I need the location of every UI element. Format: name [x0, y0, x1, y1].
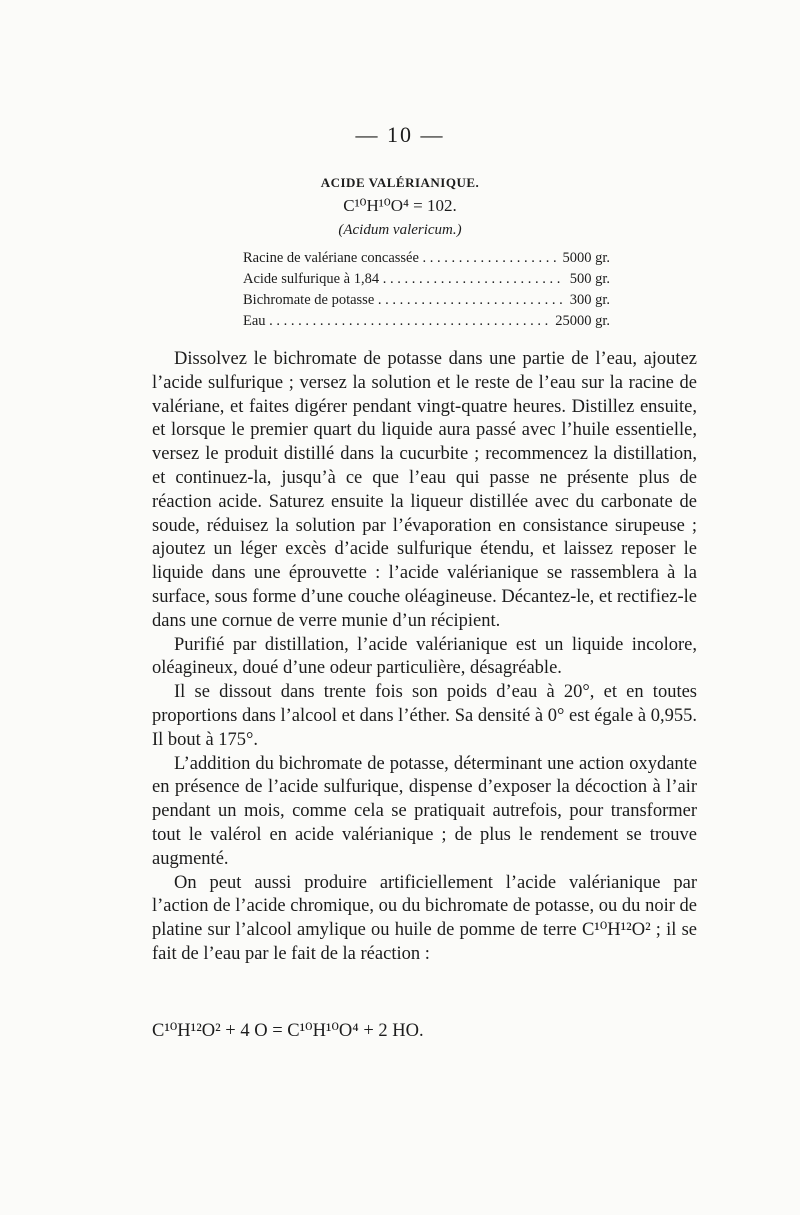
- recipe-quantity: 25000 gr.: [555, 313, 610, 329]
- paragraph-artificial: On peut aussi produire artificiellement l’acide valérianique par l’action de l’acide chromique, ou du bichromate de potasse, ou du noir de platine sur l’alcool amylique ou huile de pomme de terre C¹⁰H¹²O² ; il se fait de l’eau par le fait de la réaction :: [152, 872, 697, 964]
- recipe-ingredient: Acide sulfurique à 1,84 . . .: [243, 269, 564, 290]
- recipe-row: [243, 311, 610, 332]
- recipe-quantity: 5000 gr.: [562, 250, 610, 266]
- paragraph-solubility: Il se dissout dans trente fois son poids d’eau à 20°, et en toutes proportions dans l’alcool et dans l’éther. Sa densité à 0° est égale à 0,955. Il bout à 175°.: [152, 682, 697, 750]
- reaction-equation: C¹⁰H¹²O² + 4 O = C¹⁰H¹⁰O⁴ + 2 HO.: [152, 1021, 424, 1041]
- recipe-quantity: 300 gr.: [569, 292, 610, 308]
- recipe-quantity: 500 gr.: [569, 271, 610, 287]
- paragraph-bichromate: L’addition du bichromate de potasse, déterminant une action oxydante en présence de l’acide sulfurique, dispense d’exposer la décoction à l’air pendant un mois, comme cela se pratiquait autrefois, pour transformer tout le valérol en acide valérianique ; de plus le rendement se trouve augmenté.: [152, 753, 697, 869]
- paragraph-properties: Purifié par distillation, l’acide valérianique est un liquide incolore, oléagineux, doué d’une odeur particulière, désagréable.: [152, 634, 697, 679]
- recipe-row: [243, 269, 610, 290]
- recipe-ingredient: Racine de valériane concassée . . .: [243, 248, 556, 269]
- recipe-ingredient: Eau . . .: [243, 311, 549, 332]
- page-number: — 10 —: [355, 122, 445, 147]
- recipe-list: [243, 248, 610, 332]
- latin-name: (Acidum valericum.): [338, 222, 462, 238]
- section-heading: ACIDE VALÉRIANIQUE.: [320, 175, 480, 190]
- paragraph-preparation: Dissolvez le bichromate de potasse dans une partie de l’eau, ajoutez l’acide sulfurique ; versez la solution et le reste de l’eau sur la racine de valériane, et faites digérer pendant vingt-quatre heures. Distillez ensuite, et lorsque le premier quart du liquide aura passé avec l’huile essentielle, versez le produit distillé dans la cucurbite ; recommencez la distillation, et continuez-la, jusqu’à ce que l’eau qui passe ne présente plus de réaction acide. Saturez ensuite la liqueur distillée avec du carbonate de soude, réduisez la solution par l’évaporation en consistance sirupeuse ; ajoutez un léger excès d’acide sulfurique étendu, et laissez reposer le liquide dans une éprouvette : l’acide valérianique se rassemblera à la surface, sous forme d’une couche oléagineuse. Décantez-le, et rectifiez-le dans une cornue de verre munie d’un récipient.: [152, 349, 697, 631]
- recipe-row: [243, 248, 610, 269]
- recipe-ingredient: Bichromate de potasse . . .: [243, 290, 564, 311]
- chemical-formula: C¹⁰H¹⁰O⁴ = 102.: [343, 196, 457, 215]
- recipe-row: [243, 290, 610, 311]
- body-text: [152, 348, 697, 967]
